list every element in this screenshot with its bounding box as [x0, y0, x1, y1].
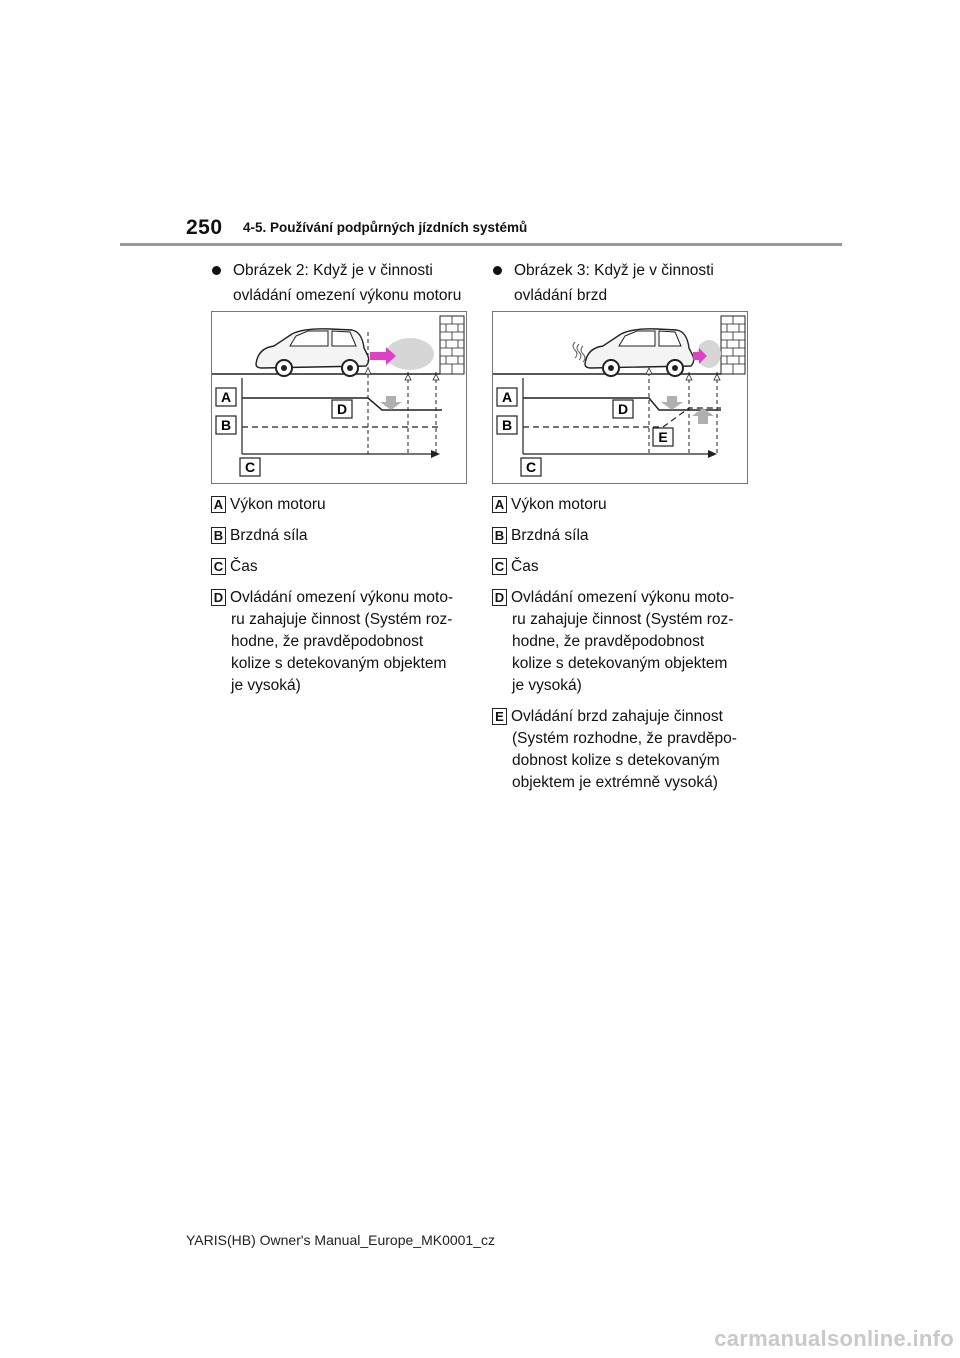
legend-item — [210, 556, 472, 578]
legend-text-cont: hodne, že pravděpodobnost — [231, 633, 424, 650]
reduce-arrow-icon — [380, 396, 402, 410]
reduce-arrow-icon — [661, 396, 683, 410]
legend-badge-c: C — [211, 558, 226, 575]
legend-badge-d: D — [211, 589, 226, 606]
legend-text-cont: je vysoká) — [231, 677, 301, 694]
legend-text-cont: dobnost kolize s detekovaným — [512, 752, 720, 769]
legend-item — [491, 525, 753, 547]
legend-item — [210, 525, 472, 547]
brake-control-diagram — [493, 312, 747, 483]
legend-text: Ovládání brzd zahajuje činnost — [511, 708, 723, 725]
figure-2-caption: Obrázek 2: Když je v činnosti ovládání omezení výkonu motoru — [233, 262, 462, 304]
legend-item — [491, 494, 753, 516]
motion-lines — [573, 342, 585, 362]
figure-3-column — [491, 258, 753, 791]
legend-text-cont: (Systém rozhodne, že pravděpo- — [512, 730, 737, 747]
legend-item — [210, 587, 472, 697]
figure-2-bullet — [210, 258, 472, 308]
legend-text-cont: ru zahajuje činnost (Systém roz- — [512, 611, 734, 628]
diagram-label-d: D — [617, 401, 629, 417]
engine-output-diagram — [212, 312, 466, 483]
legend-text-cont: objektem je extrémně vysoká) — [512, 774, 718, 791]
legend-text: Výkon motoru — [511, 496, 607, 513]
legend-text-cont: kolize s detekovaným objektem — [231, 655, 447, 672]
figure-3-bullet — [491, 258, 753, 308]
diagram-label-b: B — [220, 417, 232, 433]
diagram-label-c: C — [525, 459, 537, 475]
time-axis-arrowhead — [708, 450, 717, 458]
legend-badge-b: B — [492, 527, 507, 544]
brick-wall — [440, 316, 464, 374]
diagram-label-a: A — [220, 389, 232, 405]
footer-manual-id: YARIS(HB) Owner's Manual_Europe_MK0001_cz — [186, 1232, 495, 1248]
figure-3-diagram — [492, 311, 748, 484]
legend-badge-d: D — [492, 589, 507, 606]
legend-badge-b: B — [211, 527, 226, 544]
bullet-dot-icon — [493, 266, 502, 275]
section-title: 4-5. Používání podpůrných jízdních systémů — [243, 220, 528, 235]
car-icon — [256, 329, 369, 376]
figure-3-caption: Obrázek 3: Když je v činnosti ovládání brzd — [514, 262, 714, 304]
legend-text: Výkon motoru — [230, 496, 326, 513]
legend-badge-a: A — [211, 496, 226, 513]
legend-item — [210, 494, 472, 516]
legend-text: Brzdná síla — [230, 527, 308, 544]
legend-badge-a: A — [492, 496, 507, 513]
legend-text: Ovládání omezení výkonu moto- — [511, 589, 735, 606]
diagram-label-d: D — [336, 401, 348, 417]
header-rule — [120, 243, 842, 246]
legend-item — [491, 587, 753, 697]
car-icon — [585, 329, 694, 376]
legend-badge-e: E — [492, 708, 507, 725]
legend-text-cont: je vysoká) — [512, 677, 582, 694]
legend-item — [491, 706, 753, 794]
legend-text: Čas — [511, 558, 539, 575]
figure-2-diagram — [211, 311, 467, 484]
page-number: 250 — [186, 216, 223, 239]
diagram-label-e: E — [658, 429, 668, 445]
legend-text: Brzdná síla — [511, 527, 589, 544]
legend-badge-c: C — [492, 558, 507, 575]
brick-wall — [721, 316, 745, 374]
figure-2-legend — [210, 494, 472, 706]
diagram-label-a: A — [501, 389, 513, 405]
diagram-label-c: C — [244, 459, 256, 475]
watermark: carmanualsonline.info — [714, 1326, 954, 1351]
legend-text: Čas — [230, 558, 258, 575]
bullet-dot-icon — [212, 266, 221, 275]
diagram-label-b: B — [501, 417, 513, 433]
figure-2-column — [210, 258, 472, 694]
legend-text: Ovládání omezení výkonu moto- — [230, 589, 454, 606]
legend-text-cont: ru zahajuje činnost (Systém roz- — [231, 611, 453, 628]
figure-3-legend — [491, 494, 753, 803]
legend-text-cont: hodne, že pravděpodobnost — [512, 633, 705, 650]
legend-text-cont: kolize s detekovaným objektem — [512, 655, 728, 672]
legend-item — [491, 556, 753, 578]
